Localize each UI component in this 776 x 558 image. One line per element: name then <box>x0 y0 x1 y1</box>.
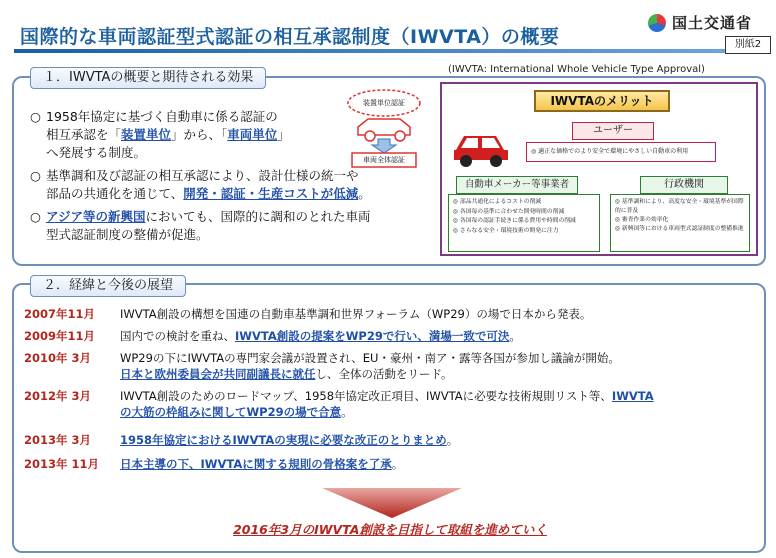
text-segment: し、全体の活動をリード。 <box>315 367 453 381</box>
merit-title: IWVTAのメリット <box>534 90 670 112</box>
text-segment: 相互承認を「 <box>46 127 122 142</box>
maker-heading: 自動車メーカー等事業者 <box>456 176 578 194</box>
parts-approval-label: 装置単位認証 <box>363 99 405 107</box>
government-benefits <box>610 194 750 252</box>
text-line <box>120 366 740 382</box>
text-segment: 。 <box>446 433 459 447</box>
text-line <box>46 226 430 244</box>
benefit-item: ◎ 新興国等における車両型式認証制度の整備推進 <box>615 226 744 232</box>
ministry-name: 国土交通省 <box>672 14 753 32</box>
benefit-item: ◎ 基準調和により、高度な安全・環境基準が国際的に普及 <box>615 199 744 214</box>
timeline-description <box>120 350 740 382</box>
benefit-item: ◎ 審査作業の効率化 <box>615 217 669 223</box>
benefit-item: ◎ 各国毎の基準に合わせた開発時間の削減 <box>453 208 565 215</box>
attachment-label: 別紙2 <box>725 36 771 54</box>
bullet-mark: ○ <box>30 168 41 183</box>
maker-benefits <box>448 194 600 252</box>
user-benefit: ◎ 適正な価格でのより安全で環境にやさしい自動車の利用 <box>526 142 716 162</box>
government-heading: 行政機関 <box>640 176 728 194</box>
timeline-date: 2013年 3月 <box>24 433 92 447</box>
benefit-item: ◎ 部品共通化によるコストの削減 <box>453 199 542 205</box>
text-line <box>120 432 740 448</box>
text-line <box>120 404 740 420</box>
timeline-date: 2013年 11月 <box>24 457 100 471</box>
history-section-title: ２．経緯と今後の展望 <box>30 275 186 297</box>
benefit-item: ◎ さらなる安全・環境技術の開発に注力 <box>453 227 559 234</box>
user-heading: ユーザー <box>572 122 654 140</box>
highlight-text: の大筋の枠組みに関してWP29の場で合意 <box>120 405 342 419</box>
bullet-mark: ○ <box>30 209 41 224</box>
timeline-date: 2007年11月 <box>24 307 96 321</box>
text-segment: 国内での検討を重ね、 <box>120 329 235 343</box>
text-segment: 。 <box>509 329 521 343</box>
bullet-mark: ○ <box>30 109 41 124</box>
vehicle-approval-label: 車両全体認証 <box>363 156 405 164</box>
highlight-text: アジア等の新興国 <box>46 209 146 224</box>
down-arrow-icon <box>322 488 462 518</box>
highlight-text: IWVTA <box>611 389 654 403</box>
text-line <box>120 456 740 472</box>
timeline-description <box>120 432 740 448</box>
timeline-date: 2009年11月 <box>24 329 96 343</box>
text-line <box>120 350 740 366</box>
text-line <box>46 185 430 203</box>
text-segment: 部品の共通化を通じて、 <box>46 186 184 201</box>
timeline-description <box>120 456 740 472</box>
overview-bullet <box>30 208 430 244</box>
text-segment: IWVTA創設の構想を国連の自動車基準調和世界フォーラム（WP29）の場で日本から発表。 <box>120 307 592 321</box>
car-illustration <box>338 87 430 169</box>
text-segment: 1958年協定に基づく自動車に係る認証の <box>46 109 278 124</box>
page-title: 国際的な車両認証型式認証の相互承認制度（IWVTA）の概要 <box>20 26 560 48</box>
overview-section-title: １．IWVTAの概要と期待される効果 <box>30 67 266 89</box>
overview-bullet <box>30 167 430 203</box>
timeline-description <box>120 306 740 322</box>
text-segment: 」 <box>277 127 290 142</box>
merit-box <box>440 82 758 256</box>
text-line <box>120 306 740 322</box>
text-segment: 。 <box>391 457 404 471</box>
text-line <box>46 208 430 226</box>
highlight-text: 開発・認証・生産コストが低減 <box>183 186 359 201</box>
iwvta-definition: (IWVTA: International Whole Vehicle Type Approval) <box>448 64 705 75</box>
highlight-text: 車両単位 <box>227 127 278 142</box>
text-segment: 。 <box>358 186 371 201</box>
highlight-text: IWVTA創設の提案をWP29で行い、満場一致で可決 <box>235 329 510 343</box>
red-car-icon <box>450 124 512 168</box>
text-segment: 」から、「 <box>171 127 228 142</box>
highlight-text: 1958年協定におけるIWVTAの実現に必要な改正のとりまとめ <box>120 433 447 447</box>
text-segment: 型式認証制度の整備が促進。 <box>46 227 209 242</box>
text-segment: 基準調和及び認証の相互承認により、設計仕様の統一や <box>46 168 359 183</box>
text-segment: 。 <box>341 405 353 419</box>
benefit-item: ◎ 各国毎の認証手続きに係る費用や時間の削減 <box>453 218 576 224</box>
text-segment: WP29の下にIWVTAの専門家会議が設置され、EU・豪州・南ア・露等各国が参加し議論が開始。 <box>120 351 620 365</box>
text-line <box>120 388 740 404</box>
timeline-date: 2010年 3月 <box>24 351 92 365</box>
highlight-text: 日本と欧州委員会が共同副議長に就任 <box>120 367 316 381</box>
text-segment: へ発展する制度。 <box>46 145 147 160</box>
timeline-description <box>120 388 740 420</box>
text-segment: IWVTA創設のためのロードマップ、1958年協定改正項目、IWVTAに必要な技術規則リスト等、 <box>120 389 612 403</box>
timeline-date: 2012年 3月 <box>24 389 92 403</box>
text-line <box>120 328 740 344</box>
conclusion-text: 2016年3月のIWVTA創設を目指して取組を進めていく <box>233 522 547 537</box>
timeline-description <box>120 328 740 344</box>
highlight-text: 装置単位 <box>121 127 172 142</box>
header <box>0 0 776 58</box>
ministry-logo <box>648 12 752 33</box>
text-line <box>46 167 430 185</box>
highlight-text: 日本主導の下、IWVTAに関する規則の骨格案を了承 <box>120 457 392 471</box>
title-rule <box>14 49 766 53</box>
text-segment: においても、国際的に調和のとれた車両 <box>145 209 371 224</box>
ministry-emblem-icon <box>648 14 666 32</box>
